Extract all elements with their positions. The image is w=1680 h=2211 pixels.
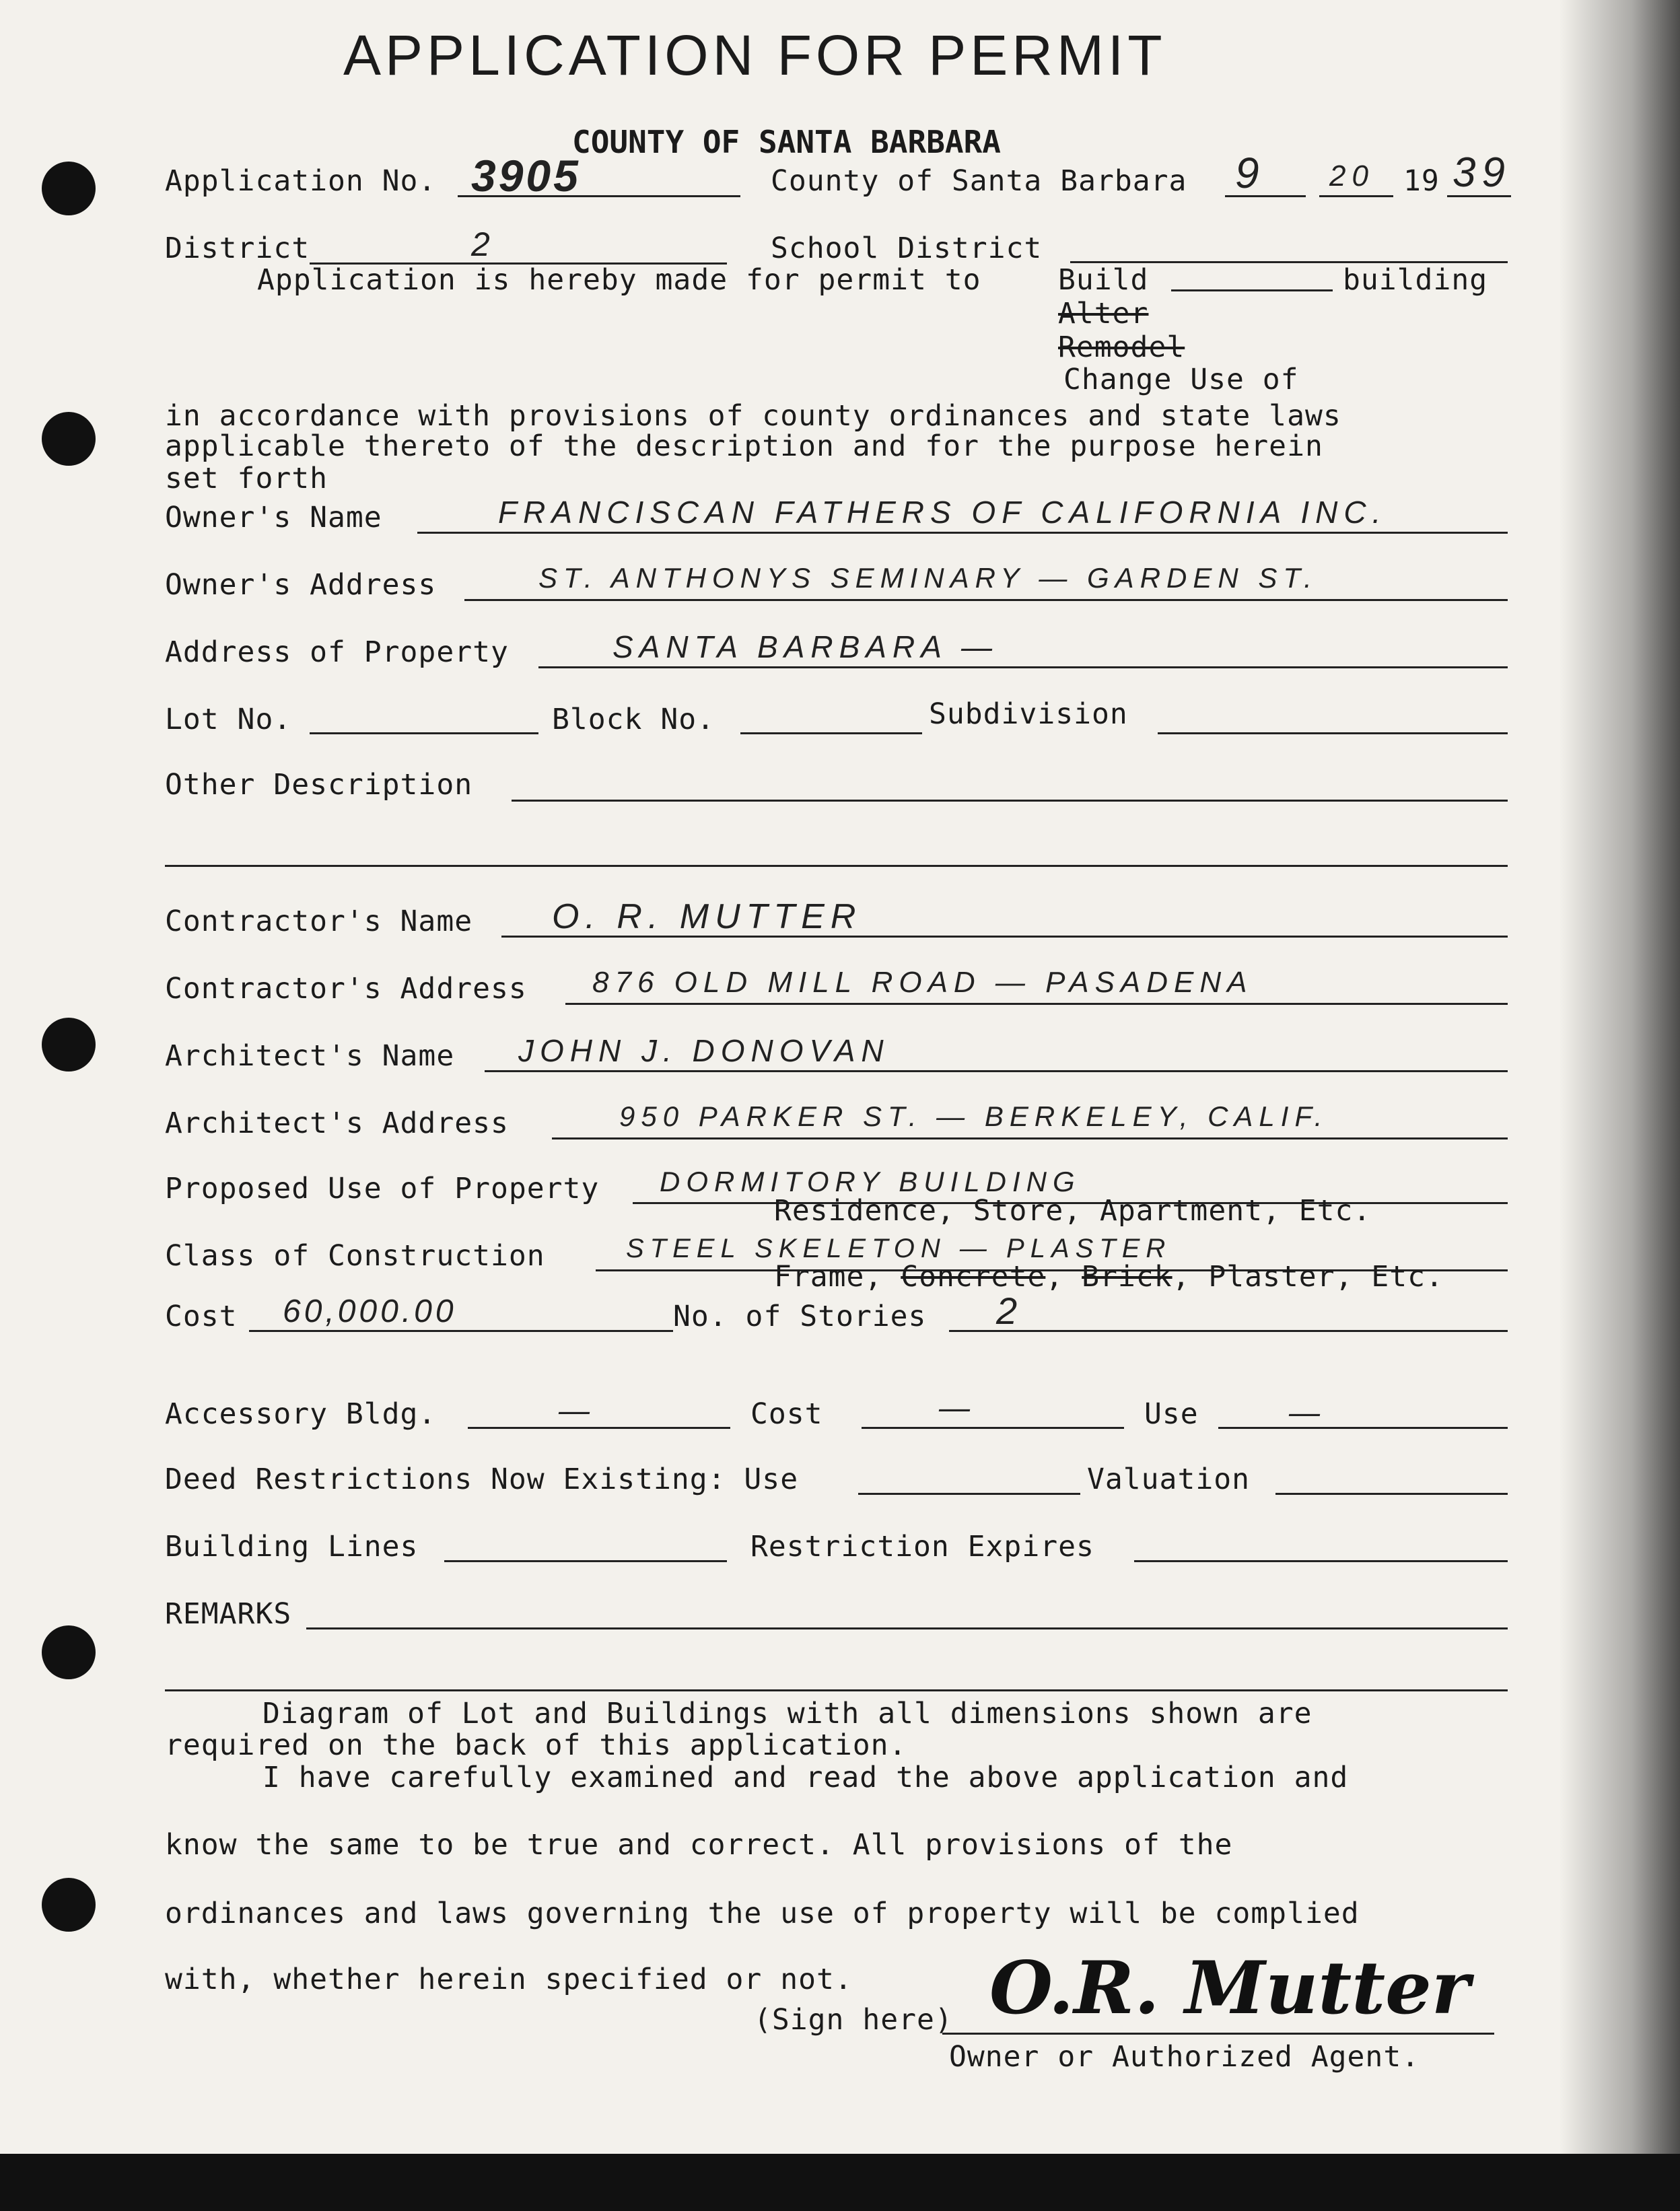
subdivision-line [1158, 732, 1508, 734]
accessory-bldg-line [468, 1427, 730, 1429]
date-day: 20 [1329, 160, 1374, 192]
owner-address-line [464, 599, 1508, 601]
accessory-use-value: — [1289, 1395, 1326, 1430]
lot-no-line [310, 732, 538, 734]
stories-value: 2 [996, 1290, 1024, 1332]
date-day-line [1319, 195, 1393, 197]
building-word: building [1343, 263, 1488, 297]
permit-intro-line2: in accordance with provisions of county ordinances and state laws [165, 399, 1341, 433]
property-address-label: Address of Property [165, 635, 509, 669]
signature: O.R. Mutter [989, 1946, 1470, 2031]
deed-restrictions-label: Deed Restrictions Now Existing: Use [165, 1463, 799, 1496]
block-no-label: Block No. [552, 703, 715, 736]
deed-use-line [858, 1493, 1080, 1495]
accessory-use-label: Use [1144, 1397, 1199, 1431]
cost-line [249, 1330, 673, 1332]
lot-no-label: Lot No. [165, 703, 292, 736]
county-label: County of Santa Barbara [771, 164, 1187, 198]
option-build: Build [1058, 263, 1149, 297]
punch-hole [42, 1625, 96, 1679]
accessory-cost-line [862, 1427, 1124, 1429]
declaration-line2: know the same to be true and correct. All provisions of the [165, 1828, 1233, 1862]
owner-name-value: FRANCISCAN FATHERS OF CALIFORNIA INC. [498, 495, 1387, 530]
option-change-use: Change Use of [1063, 363, 1299, 396]
construction-hint-frame: Frame, [774, 1260, 883, 1294]
proposed-use-value: DORMITORY BUILDING [660, 1166, 1081, 1197]
remarks-line [306, 1627, 1508, 1629]
architect-name-line [485, 1070, 1508, 1072]
other-description-line [512, 800, 1508, 802]
construction-hint-concrete: Concrete [901, 1260, 1046, 1294]
punch-hole [42, 1018, 96, 1072]
accessory-use-line [1218, 1427, 1508, 1429]
application-no-label: Application No. [165, 164, 437, 198]
district-label: District [165, 232, 310, 265]
architect-address-label: Architect's Address [165, 1107, 509, 1140]
architect-name-value: JOHN J. DONOVAN [518, 1033, 890, 1068]
contractor-address-line [565, 1003, 1508, 1005]
declaration-line3: ordinances and laws governing the use of property will be complied [165, 1897, 1360, 1930]
owner-address-label: Owner's Address [165, 568, 437, 602]
scan-bottom-edge [0, 2154, 1680, 2211]
subdivision-label: Subdivision [929, 697, 1128, 731]
punch-hole [42, 1878, 96, 1932]
restriction-expires-line [1134, 1560, 1508, 1562]
declaration-line1: I have carefully examined and read the above application and [262, 1761, 1349, 1794]
property-address-line [538, 666, 1508, 668]
valuation-label: Valuation [1087, 1463, 1250, 1496]
stories-line [949, 1330, 1508, 1332]
other-description-line-2 [165, 865, 1508, 867]
scan-edge-shadow [1559, 0, 1680, 2211]
construction-hint: Frame, Concrete, Brick, Plaster, Etc. [774, 1260, 1444, 1294]
date-month: 9 [1235, 149, 1265, 197]
architect-address-value: 950 PARKER ST. — BERKELEY, CALIF. [619, 1100, 1329, 1132]
remarks-line-2 [165, 1689, 1508, 1691]
date-year-prefix: 19 [1403, 164, 1440, 198]
architect-address-line [552, 1137, 1508, 1139]
accessory-cost-label: Cost [750, 1397, 823, 1431]
construction-class-label: Class of Construction [165, 1239, 545, 1273]
punch-hole [42, 412, 96, 466]
block-no-line [740, 732, 922, 734]
sign-here-label: (Sign here) [754, 2003, 953, 2037]
construction-hint-brick: Brick [1082, 1260, 1172, 1294]
accessory-cost-value: — [939, 1390, 976, 1425]
contractor-address-label: Contractor's Address [165, 972, 527, 1006]
school-district-label: School District [771, 232, 1043, 265]
cost-label: Cost [165, 1300, 238, 1333]
construction-hint-plaster: , Plaster, Etc. [1172, 1260, 1444, 1294]
valuation-line [1275, 1493, 1508, 1495]
permit-intro-line4: set forth [165, 462, 328, 495]
proposed-use-label: Proposed Use of Property [165, 1172, 600, 1205]
contractor-name-value: O. R. MUTTER [552, 897, 862, 936]
application-no-value: 3905 [471, 151, 581, 201]
other-description-label: Other Description [165, 768, 473, 802]
authorized-agent-label: Owner or Authorized Agent. [949, 2040, 1420, 2074]
district-value: 2 [471, 225, 496, 263]
contractor-name-label: Contractor's Name [165, 905, 473, 938]
signature-line [942, 2033, 1494, 2035]
stories-label: No. of Stories [673, 1300, 927, 1333]
proposed-use-hint: Residence, Store, Apartment, Etc. [774, 1194, 1372, 1228]
contractor-address-value: 876 OLD MILL ROAD — PASADENA [592, 966, 1253, 999]
restriction-expires-label: Restriction Expires [750, 1530, 1094, 1564]
date-year: 39 [1452, 149, 1511, 196]
accessory-bldg-label: Accessory Bldg. [165, 1397, 437, 1431]
construction-class-value: STEEL SKELETON — PLASTER [626, 1234, 1172, 1263]
diagram-note-line1: Diagram of Lot and Buildings with all dimensions shown are [262, 1697, 1312, 1730]
punch-hole [42, 162, 96, 215]
owner-address-value: ST. ANTHONYS SEMINARY — GARDEN ST. [538, 562, 1318, 594]
option-alter: Alter [1058, 297, 1149, 330]
owner-name-label: Owner's Name [165, 501, 382, 534]
owner-name-line [417, 532, 1508, 534]
cost-value: 60,000.00 [283, 1294, 457, 1329]
building-lines-line [444, 1560, 727, 1562]
permit-intro-text: Application is hereby made for permit to [257, 263, 981, 297]
property-address-value: SANTA BARBARA — [612, 629, 998, 664]
remarks-label: REMARKS [165, 1597, 292, 1631]
county-stamp: COUNTY OF SANTA BARBARA [572, 124, 1001, 160]
page-title: APPLICATION FOR PERMIT [343, 24, 1166, 87]
architect-name-label: Architect's Name [165, 1039, 455, 1073]
permit-intro-line3: applicable thereto of the description and for the purpose herein [165, 429, 1323, 463]
permit-type-line [1171, 289, 1333, 291]
diagram-note-line2: required on the back of this application. [165, 1728, 907, 1762]
accessory-bldg-value: — [559, 1393, 596, 1428]
declaration-line4: with, whether herein specified or not. [165, 1963, 853, 1996]
building-lines-label: Building Lines [165, 1530, 419, 1564]
option-remodel: Remodel [1058, 330, 1185, 364]
